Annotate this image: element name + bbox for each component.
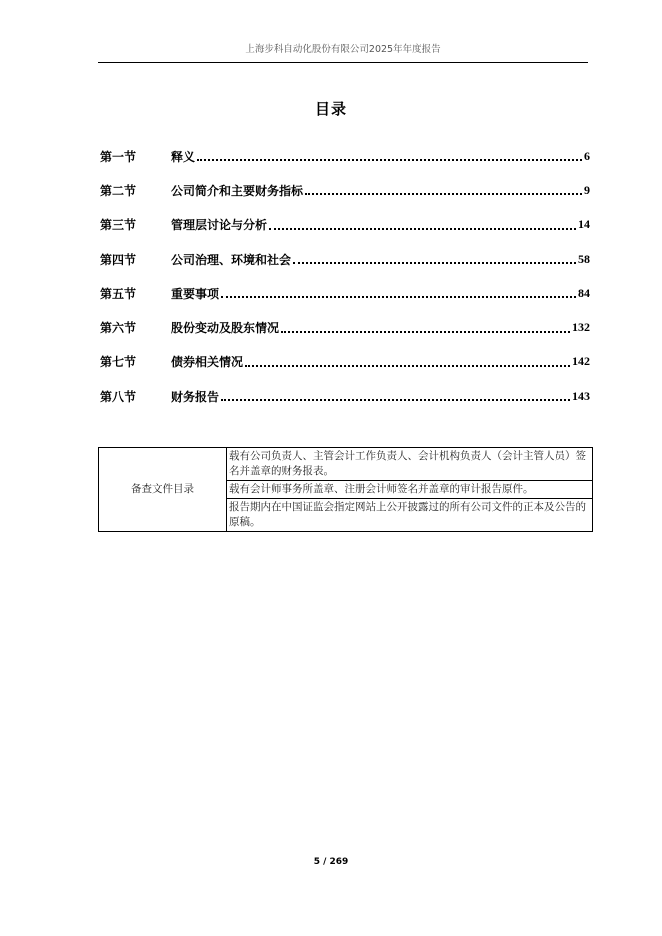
toc-section-number: 第三节 (100, 218, 137, 233)
reference-document-item: 报告期内在中国证监会指定网站上公开披露过的所有公司文件的正本及公告的原稿。 (227, 499, 593, 532)
toc-page-number: 84 (578, 285, 590, 300)
toc-entry[interactable] (100, 208, 590, 242)
toc-entry[interactable] (100, 139, 590, 173)
table-row (99, 448, 593, 481)
toc-leader-dots (269, 228, 576, 230)
toc-section-title: 债券相关情况 (171, 355, 244, 370)
toc-section-number: 第六节 (100, 321, 137, 336)
toc-entry[interactable] (100, 173, 590, 207)
toc-entry[interactable] (100, 310, 590, 344)
toc-leader-dots (305, 193, 582, 195)
toc-section-title: 财务报告 (171, 389, 220, 404)
toc-section-title: 重要事项 (171, 286, 220, 301)
toc-entry[interactable] (100, 242, 590, 276)
toc-page-number: 143 (572, 388, 590, 403)
toc-leader-dots (293, 262, 576, 264)
reference-document-item: 载有公司负责人、主管会计工作负责人、会计机构负责人（会计主管人员）签名并盖章的财务报表。 (227, 448, 593, 481)
toc-leader-dots (221, 296, 576, 298)
toc-section-title: 释义 (171, 149, 196, 164)
toc-section-number: 第七节 (100, 355, 137, 370)
reference-documents-label: 备查文件目录 (99, 448, 227, 532)
toc-leader-dots (197, 159, 582, 161)
toc-section-title: 公司治理、环境和社会 (171, 252, 292, 267)
toc-leader-dots (221, 399, 570, 401)
toc-page-number: 6 (584, 148, 590, 163)
toc-section-title: 管理层讨论与分析 (171, 218, 268, 233)
toc-page-number: 14 (578, 217, 590, 232)
toc-page-number: 142 (572, 354, 590, 369)
toc-page-number: 9 (584, 182, 590, 197)
toc-page-number: 132 (572, 320, 590, 335)
toc-section-number: 第四节 (100, 252, 137, 267)
toc-section-number: 第一节 (100, 149, 137, 164)
toc-leader-dots (281, 331, 570, 333)
reference-document-item: 载有会计师事务所盖章、注册会计师签名并盖章的审计报告原件。 (227, 481, 593, 499)
toc-section-number: 第五节 (100, 286, 137, 301)
toc-leader-dots (245, 365, 570, 367)
page-number-footer: 5 / 269 (313, 857, 349, 867)
table-of-contents (100, 139, 590, 413)
reference-documents-table (98, 447, 593, 532)
page-title: 目录 (314, 100, 347, 118)
toc-page-number: 58 (578, 251, 590, 266)
page-header: 上海步科自动化股份有限公司2025年年度报告 (98, 40, 588, 63)
toc-entry[interactable] (100, 345, 590, 379)
toc-section-number: 第八节 (100, 389, 137, 404)
toc-section-title: 公司简介和主要财务指标 (171, 183, 304, 198)
toc-entry[interactable] (100, 276, 590, 310)
toc-section-number: 第二节 (100, 183, 137, 198)
toc-section-title: 股份变动及股东情况 (171, 321, 280, 336)
toc-entry[interactable] (100, 379, 590, 413)
